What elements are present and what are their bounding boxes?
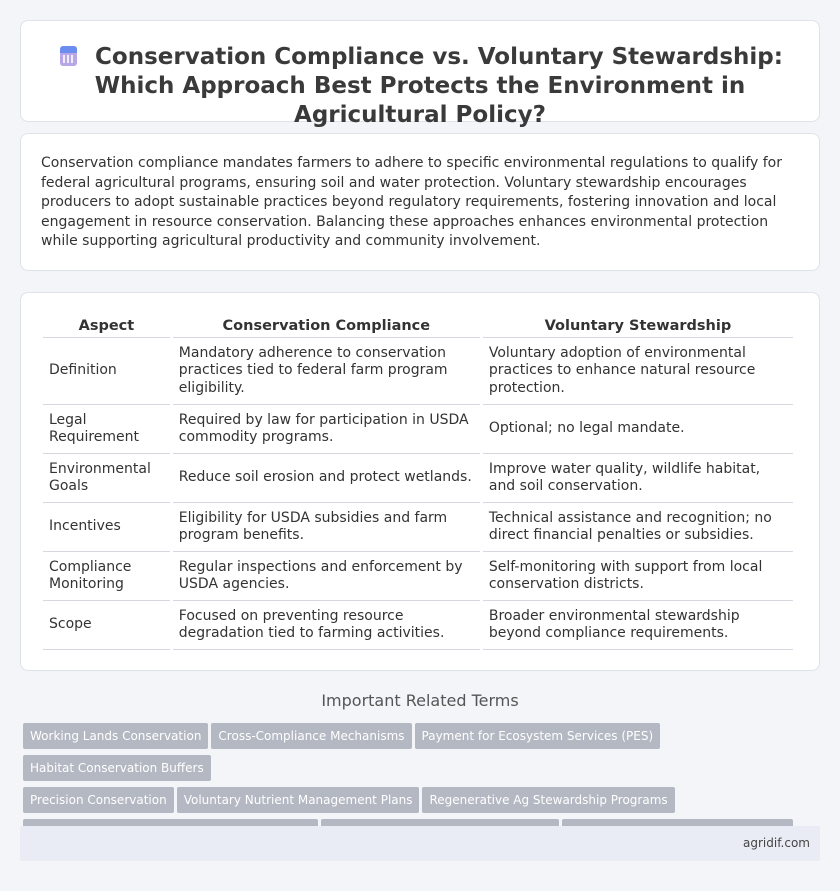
table-row: [43, 601, 793, 650]
header-voluntary-stewardship: Voluntary Stewardship: [483, 311, 793, 338]
row-stewardship: Broader environmental stewardship beyond compliance requirements.: [483, 601, 793, 650]
footer-site-link[interactable]: agridif.com: [743, 836, 810, 850]
table-row: [43, 552, 793, 601]
calendar-icon: [57, 45, 79, 67]
summary-text: Conservation compliance mandates farmers to adhere to specific environmental regulations to qualify for federal agricultural programs, ensuring soil and water protection. Voluntary stewardship encourages producers to adopt sustainable practices beyond regulatory requirements, fostering innovation and local engagement in resource conservation. Balancing these approaches enhances environmental protection while supporting agricultural productivity and community involvement.: [41, 155, 783, 249]
header-aspect: Aspect: [43, 311, 170, 338]
table-row: [43, 338, 793, 405]
table-header-row: [43, 311, 793, 338]
row-stewardship: Self-monitoring with support from local conservation districts.: [483, 552, 793, 601]
row-compliance: Mandatory adherence to conservation practices tied to federal farm program eligibility.: [173, 338, 480, 405]
comparison-table: [40, 311, 796, 650]
page-title-text: Conservation Compliance vs. Voluntary Stewardship: Which Approach Best Protects the Environment in Agricultural Policy?: [94, 44, 783, 128]
row-compliance: Required by law for participation in USDA commodity programs.: [173, 405, 480, 454]
row-compliance: Focused on preventing resource degradation tied to farming activities.: [173, 601, 480, 650]
row-stewardship: Voluntary adoption of environmental practices to enhance natural resource protection.: [483, 338, 793, 405]
row-compliance: Reduce soil erosion and protect wetlands.: [173, 454, 480, 503]
row-stewardship: Technical assistance and recognition; no direct financial penalties or subsidies.: [483, 503, 793, 552]
row-stewardship: Optional; no legal mandate.: [483, 405, 793, 454]
title-card: [20, 20, 820, 128]
table-row: [43, 454, 793, 503]
related-term-tag[interactable]: Payment for Ecosystem Services (PES): [415, 723, 661, 749]
table-row: [43, 405, 793, 454]
page-title: [51, 43, 789, 130]
row-aspect: Scope: [43, 601, 170, 650]
related-term-tag[interactable]: Regenerative Ag Stewardship Programs: [422, 787, 674, 813]
row-compliance: Regular inspections and enforcement by USDA agencies.: [173, 552, 480, 601]
related-term-tag[interactable]: Habitat Conservation Buffers: [23, 755, 211, 781]
row-stewardship: Improve water quality, wildlife habitat, and soil conservation.: [483, 454, 793, 503]
comparison-table-card: [20, 292, 820, 671]
footer: [20, 826, 820, 861]
row-aspect: Legal Requirement: [43, 405, 170, 454]
table-row: [43, 503, 793, 552]
related-term-tag[interactable]: Precision Conservation: [23, 787, 174, 813]
summary-card: [20, 133, 820, 271]
row-aspect: Compliance Monitoring: [43, 552, 170, 601]
related-term-tag[interactable]: Voluntary Nutrient Management Plans: [177, 787, 420, 813]
related-term-tag[interactable]: Cross-Compliance Mechanisms: [211, 723, 411, 749]
row-compliance: Eligibility for USDA subsidies and farm program benefits.: [173, 503, 480, 552]
related-terms-heading: Important Related Terms: [321, 691, 519, 710]
related-term-tag[interactable]: Working Lands Conservation: [23, 723, 208, 749]
row-aspect: Incentives: [43, 503, 170, 552]
row-aspect: Environmental Goals: [43, 454, 170, 503]
header-conservation-compliance: Conservation Compliance: [173, 311, 480, 338]
row-aspect: Definition: [43, 338, 170, 405]
